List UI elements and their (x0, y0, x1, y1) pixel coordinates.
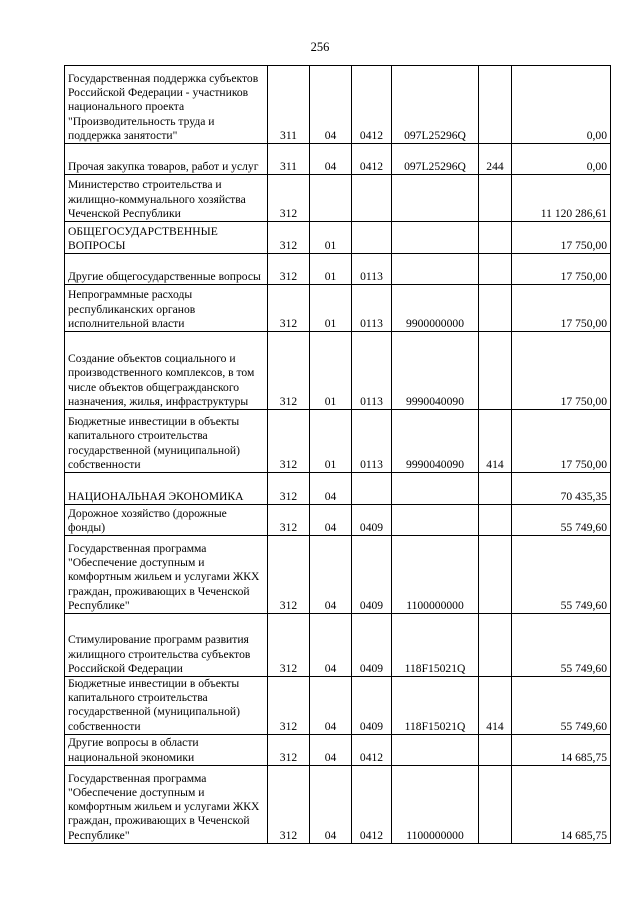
section-code-cell: 01 (310, 410, 352, 473)
section-code-cell (310, 175, 352, 222)
table-row (65, 614, 611, 677)
ministry-code-cell: 312 (268, 175, 310, 222)
amount-cell: 17 750,00 (512, 254, 611, 285)
target-article-cell: 118F15021Q (392, 677, 479, 735)
row-name-cell: ОБЩЕГОСУДАРСТВЕННЫЕ ВОПРОСЫ (65, 222, 268, 254)
expense-type-cell: 414 (479, 410, 512, 473)
amount-cell: 55 749,60 (512, 505, 611, 536)
expense-type-cell (479, 175, 512, 222)
row-name-cell: Стимулирование программ развития жилищного строительства субъектов Российской Федерации (65, 614, 268, 677)
subsection-code-cell: 0113 (352, 254, 392, 285)
table-row (65, 536, 611, 614)
section-code-cell: 04 (310, 473, 352, 505)
table-row (65, 175, 611, 222)
amount-cell: 0,00 (512, 144, 611, 175)
page-number: 256 (310, 40, 330, 54)
ministry-code-cell: 312 (268, 536, 310, 614)
expense-type-cell (479, 332, 512, 410)
subsection-code-cell: 0412 (352, 66, 392, 144)
amount-cell: 17 750,00 (512, 332, 611, 410)
table-row (65, 410, 611, 473)
target-article-cell: 9990040090 (392, 410, 479, 473)
target-article-cell (392, 254, 479, 285)
target-article-cell: 1100000000 (392, 536, 479, 614)
row-name-cell: Другие общегосударственные вопросы (65, 254, 268, 285)
row-name-cell: Государственная поддержка субъектов Российской Федерации - участников национального проекта "Производительность труда и поддержка занятости" (65, 66, 268, 144)
expense-type-cell (479, 473, 512, 505)
section-code-cell: 04 (310, 734, 352, 765)
target-article-cell (392, 222, 479, 254)
ministry-code-cell: 312 (268, 332, 310, 410)
section-code-cell: 04 (310, 66, 352, 144)
target-article-cell: 9990040090 (392, 332, 479, 410)
subsection-code-cell (352, 222, 392, 254)
section-code-cell: 01 (310, 285, 352, 332)
table-row (65, 285, 611, 332)
section-code-cell: 04 (310, 505, 352, 536)
target-article-cell: 9900000000 (392, 285, 479, 332)
ministry-code-cell: 311 (268, 66, 310, 144)
section-code-cell: 04 (310, 144, 352, 175)
budget-table (64, 65, 611, 844)
amount-cell: 55 749,60 (512, 614, 611, 677)
table-row (65, 332, 611, 410)
amount-cell: 17 750,00 (512, 222, 611, 254)
target-article-cell: 118F15021Q (392, 614, 479, 677)
table-row (65, 765, 611, 843)
row-name-cell: Государственная программа "Обеспечение доступным и комфортным жильем и услугами ЖКХ граждан, проживающих в Чеченской Республике" (65, 765, 268, 843)
row-name-cell: Другие вопросы в области национальной экономики (65, 734, 268, 765)
target-article-cell: 097L25296Q (392, 144, 479, 175)
subsection-code-cell: 0409 (352, 614, 392, 677)
expense-type-cell (479, 765, 512, 843)
section-code-cell: 01 (310, 332, 352, 410)
target-article-cell (392, 175, 479, 222)
target-article-cell (392, 473, 479, 505)
section-code-cell: 04 (310, 614, 352, 677)
amount-cell: 14 685,75 (512, 765, 611, 843)
table-row (65, 677, 611, 735)
subsection-code-cell: 0412 (352, 765, 392, 843)
ministry-code-cell: 312 (268, 614, 310, 677)
subsection-code-cell: 0412 (352, 734, 392, 765)
amount-cell: 55 749,60 (512, 536, 611, 614)
expense-type-cell (479, 222, 512, 254)
subsection-code-cell: 0412 (352, 144, 392, 175)
row-name-cell: Бюджетные инвестиции в объекты капитального строительства государственной (муниципальной) собственности (65, 410, 268, 473)
ministry-code-cell: 311 (268, 144, 310, 175)
table-row (65, 144, 611, 175)
amount-cell: 0,00 (512, 66, 611, 144)
section-code-cell: 04 (310, 677, 352, 735)
ministry-code-cell: 312 (268, 222, 310, 254)
expense-type-cell: 414 (479, 677, 512, 735)
row-name-cell: НАЦИОНАЛЬНАЯ ЭКОНОМИКА (65, 473, 268, 505)
ministry-code-cell: 312 (268, 765, 310, 843)
expense-type-cell (479, 734, 512, 765)
row-name-cell: Непрограммные расходы республиканских органов исполнительной власти (65, 285, 268, 332)
expense-type-cell (479, 254, 512, 285)
target-article-cell (392, 734, 479, 765)
amount-cell: 14 685,75 (512, 734, 611, 765)
subsection-code-cell: 0113 (352, 410, 392, 473)
target-article-cell: 097L25296Q (392, 66, 479, 144)
subsection-code-cell: 0409 (352, 505, 392, 536)
row-name-cell: Бюджетные инвестиции в объекты капитального строительства государственной (муниципальной) собственности (65, 677, 268, 735)
amount-cell: 17 750,00 (512, 410, 611, 473)
amount-cell: 55 749,60 (512, 677, 611, 735)
ministry-code-cell: 312 (268, 285, 310, 332)
subsection-code-cell (352, 175, 392, 222)
ministry-code-cell: 312 (268, 254, 310, 285)
table-row (65, 505, 611, 536)
target-article-cell (392, 505, 479, 536)
subsection-code-cell: 0113 (352, 285, 392, 332)
section-code-cell: 04 (310, 536, 352, 614)
amount-cell: 17 750,00 (512, 285, 611, 332)
table-row (65, 473, 611, 505)
row-name-cell: Создание объектов социального и производственного комплексов, в том числе объектов общегражданского назначения, жилья, инфраструктуры (65, 332, 268, 410)
ministry-code-cell: 312 (268, 505, 310, 536)
expense-type-cell (479, 536, 512, 614)
section-code-cell: 04 (310, 765, 352, 843)
table-row (65, 222, 611, 254)
amount-cell: 11 120 286,61 (512, 175, 611, 222)
expense-type-cell (479, 285, 512, 332)
expense-type-cell: 244 (479, 144, 512, 175)
row-name-cell: Дорожное хозяйство (дорожные фонды) (65, 505, 268, 536)
subsection-code-cell (352, 473, 392, 505)
row-name-cell: Министерство строительства и жилищно-коммунального хозяйства Чеченской Республики (65, 175, 268, 222)
expense-type-cell (479, 66, 512, 144)
section-code-cell: 01 (310, 254, 352, 285)
table-row (65, 66, 611, 144)
row-name-cell: Прочая закупка товаров, работ и услуг (65, 144, 268, 175)
subsection-code-cell: 0409 (352, 677, 392, 735)
subsection-code-cell: 0409 (352, 536, 392, 614)
table-row (65, 254, 611, 285)
expense-type-cell (479, 614, 512, 677)
table-row (65, 734, 611, 765)
amount-cell: 70 435,35 (512, 473, 611, 505)
ministry-code-cell: 312 (268, 734, 310, 765)
subsection-code-cell: 0113 (352, 332, 392, 410)
target-article-cell: 1100000000 (392, 765, 479, 843)
row-name-cell: Государственная программа "Обеспечение доступным и комфортным жильем и услугами ЖКХ граждан, проживающих в Чеченской Республике" (65, 536, 268, 614)
section-code-cell: 01 (310, 222, 352, 254)
ministry-code-cell: 312 (268, 473, 310, 505)
expense-type-cell (479, 505, 512, 536)
ministry-code-cell: 312 (268, 677, 310, 735)
ministry-code-cell: 312 (268, 410, 310, 473)
